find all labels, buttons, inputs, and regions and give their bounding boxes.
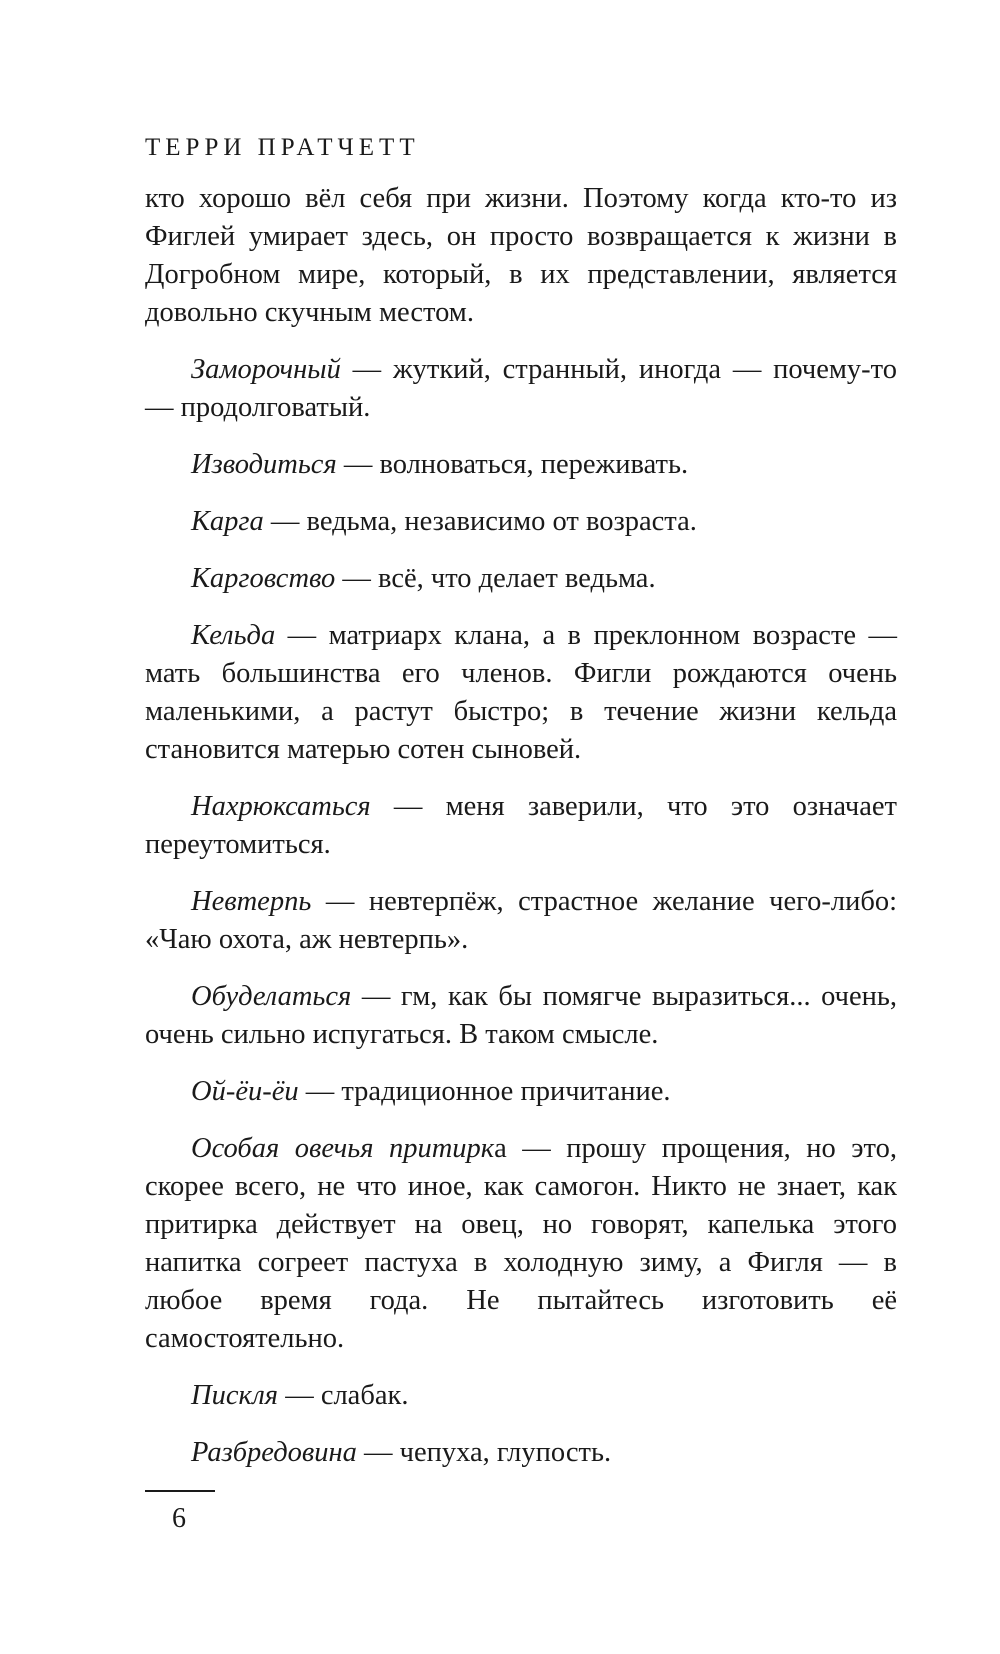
glossary-definition: — жуткий, странный, иногда — почему-то — продолговатый. [145,354,897,423]
glossary-term: Пискля [191,1380,279,1411]
glossary-definition: — гм, как бы помягче выразиться... очень, очень сильно испугаться. В таком смысле. [145,981,897,1050]
continuation-paragraph: кто хорошо вёл себя при жизни. Поэтому когда кто-то из Фиглей умирает здесь, он просто возвращается к жизни в Догробном мире, который, в их представлении, является довольно скучным местом. [145,183,897,328]
page-number: 6 [172,1503,186,1534]
glossary-term: Изводиться [191,449,337,480]
footer-rule [145,1490,215,1492]
glossary-definition: — матриарх клана, а в преклонном возрасте — мать большинства его членов. Фигли рождаются очень маленькими, а растут быстро; в течение жизни кельда становится матерью сотен сыновей. [145,620,897,765]
glossary-term: Разбредовина [191,1437,357,1468]
glossary-entry [145,617,897,769]
glossary-text [145,180,897,1491]
glossary-definition: — чепуха, глупость. [356,1437,612,1468]
glossary-entry [145,503,897,541]
glossary-term: Карга [191,506,264,537]
glossary-definition: — меня заверили, что это означает переутомиться. [145,791,897,860]
glossary-definition: — слабак. [278,1380,409,1411]
glossary-term: Невтерпь [191,886,312,917]
glossary-entry [145,978,897,1054]
glossary-definition: — традиционное причитание. [298,1076,671,1107]
glossary-entry [145,446,897,484]
glossary-term: Кельда [191,620,276,651]
glossary-term: Особая овечья притирк [191,1133,495,1164]
glossary-entry [145,1377,897,1415]
glossary-definition: — всё, что делает ведьма. [335,563,656,594]
glossary-entry [145,788,897,864]
glossary-definition: — ведьма, независимо от возраста. [263,506,697,537]
glossary-definition: — невтерпёж, страстное желание чего-либо: «Чаю охота, аж невтерпь». [145,886,897,955]
glossary-term: Обуделаться [191,981,352,1012]
glossary-entry [145,1130,897,1358]
glossary-term: Нахрюксаться [191,791,371,822]
glossary-definition: — волноваться, переживать. [336,449,689,480]
glossary-term: Ой-ёи-ёи [191,1076,299,1107]
glossary-entry [145,1073,897,1111]
running-head: ТЕРРИ ПРАТЧЕТТ [145,134,420,161]
glossary-entry [145,351,897,427]
glossary-entry [145,883,897,959]
glossary-term: Заморочный [191,354,341,385]
glossary-entry [145,1434,897,1472]
glossary-term: Карговство [191,563,336,594]
glossary-definition: а — прошу прощения, но это, скорее всего, не что иное, как самогон. Никто не знает, как притирка действует на овец, но говорят, капелька этого напитка согреет пастуха в холодную зиму, а Фигля — в любое время года. Не пытайтесь изготовить её самостоятельно. [145,1133,897,1354]
glossary-entry [145,560,897,598]
